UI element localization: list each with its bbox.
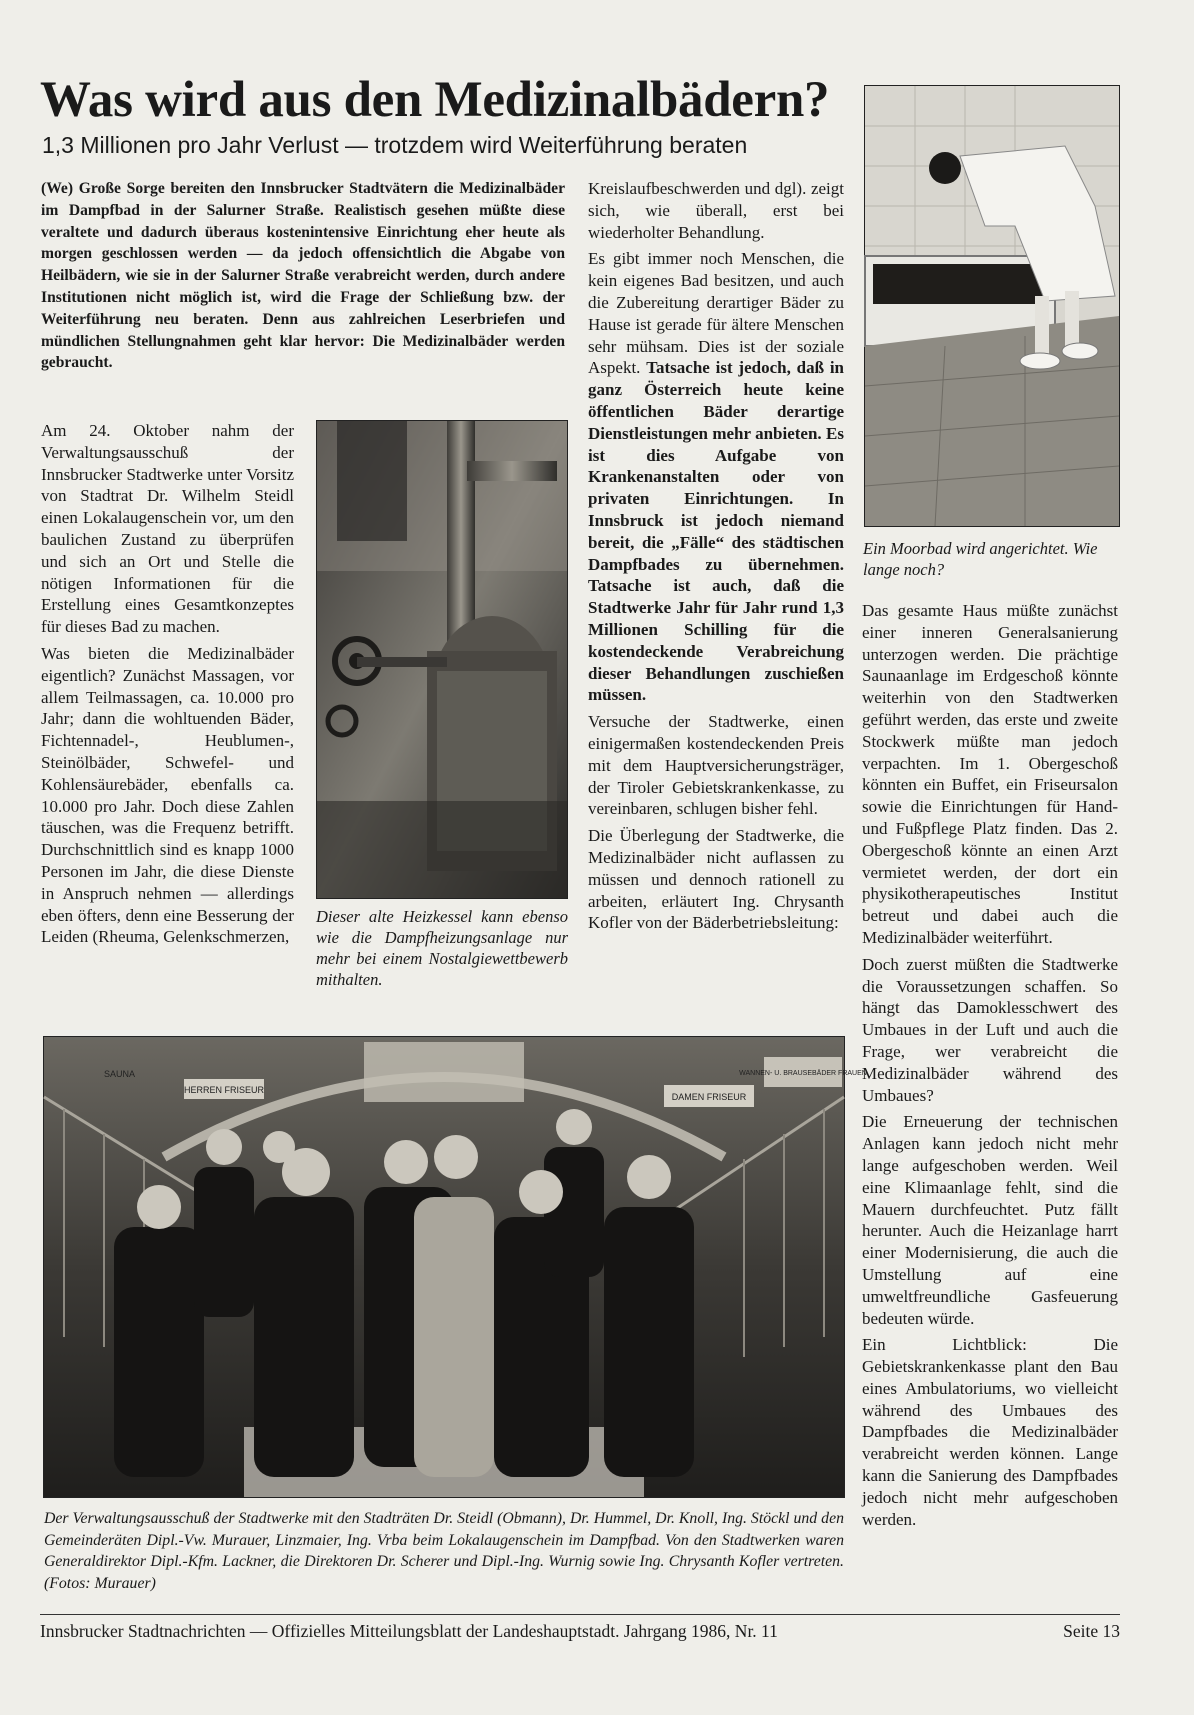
sauna-sign-text: SAUNA [104,1069,136,1079]
footer-divider [40,1614,1120,1615]
paragraph: Was bieten die Medizinalbäder eigentlich? Zunächst Massagen, vor allem Teilmassagen, ca. 10.000 pro Jahr; dann die wohltuenden Bäder, Fichtennadel-, Heublumen-, Steinölbäder, Schwefel- und Kohlensäurebäder, ebenfalls ca. 10.000 pro Jahr. Doch diese Zahlen täuschen, was die Frequenz betrifft. Durchschnittlich sind es knapp 1000 Personen im Jahr, die diese Dienste in Anspruch nehmen — allerdings eben öfters, denn eine Besserung der Leiden (Rheuma, Gelenkschmerzen, [41,643,294,947]
paragraph: Doch zuerst müßten die Stadtwerke die Voraussetzungen schaffen. So hängt das Damoklesschwert des Umbaues in der Luft und auch die Frage, wer verabreicht die Medizinalbäder während des Umbaues? [862,954,1118,1105]
article-subheadline: 1,3 Millionen pro Jahr Verlust — trotzdem wird Weiterführung beraten [42,132,748,158]
paragraph: Die Erneuerung der technischen Anlagen kann jedoch nicht mehr lange aufgeschoben werden. Weil eine Klimaanlage fehlt, sind die Mauern durchfeuchtet. Putz fällt herunter. Auch die Heizanlage harrt einer Modernisierung, die auch die Umstellung auf eine umweltfreundliche Gasfeuerung bedeuten würde. [862,1112,1118,1328]
paragraph [588,248,844,706]
paragraph: Ein Lichtblick: Die Gebietskrankenkasse plant den Bau eines Ambulatoriums, wo vielleicht während des Umbaues des Dampfbades die Medizinalbäder verabreicht werden können. Lange kann die Sanierung des Dampfbades jedoch nicht mehr aufgeschoben werden. [862,1335,1118,1529]
article-lead: (We) Große Sorge bereiten den Innsbrucker Stadtvätern die Medizinalbäder im Dampfbad in der Salurner Straße. Realistisch gesehen müßte diese veraltete und dadurch überaus kostenintensive Einrichtung eher heute als morgen geschlossen werden — da jedoch offensichtlich die Abgabe von Heilbädern, wie sie in der Salurner Straße verabreicht werden, durch andere Institutionen nicht möglich ist, wird die Frage der Schließung bzw. der Weiterführung neu beraten. Denn aus zahlreichen Leserbriefen und mündlichen Stellungnahmen geht klar hervor: Die Medizinalbäder werden gebraucht. [41,180,565,372]
article-column-left [41,420,294,953]
committee-group-photo [43,1036,867,1498]
paragraph: Am 24. Oktober nahm der Verwaltungsausschuß der Innsbrucker Stadtwerke unter Vorsitz von Stadtrat Dr. Wilhelm Steidl einen Lokalaugenschein vor, um den baulichen Zustand zu überprüfen und sich an Ort und Stelle die nötigen Informationen für die Erstellung eines Gesamtkonzeptes für dieses Bad zu machen. [41,421,294,637]
paragraph: Die Überlegung der Stadtwerke, die Medizinalbäder nicht auflassen zu müssen und dennoch rationell zu arbeiten, erläutert Ing. Chrysanth Kofler von der Bäderbetriebsleitung: [588,826,844,933]
page-number: Seite 13 [1063,1621,1120,1641]
paragraph: Das gesamte Haus müßte zunächst einer inneren Generalsanierung unterzogen werden. Die prächtige Saunaanlage im Erdgeschoß könnte weiterhin von den Stadtwerken geführt werden, das erste und zweite Stockwerk müßte man jedoch verpachten. Im 1. Obergeschoß könnten ein Buffet, ein Friseursalon sowie die Einrichtungen für Hand- und Fußpflege Platz finden. Das 2. Obergeschoß könnte an einen Arzt vermietet werden, der dort ein physikotherapeutisches Institut betreut und dabei auch die Medizinalbäder weiterführt. [862,601,1118,947]
wannen-sign-text: WANNEN- U. BRAUSEBÄDER FRAUEN [739,1070,867,1077]
moor-bath-photo [864,85,1120,527]
article-column-center [588,178,844,939]
footer-publication: Innsbrucker Stadtnachrichten — Offizielles Mitteilungsblatt der Landeshauptstadt. Jahrgang 1986, Nr. 11 [40,1621,778,1641]
damen-friseur-sign-text: DAMEN FRISEUR [671,1092,747,1102]
boiler-photo [316,420,568,899]
article-headline: Was wird aus den Medizinalbädern? [40,72,830,128]
herren-friseur-sign-text: HERREN FRISEUR [183,1085,265,1095]
paragraph-text: Es gibt immer noch Menschen, die kein eigenes Bad besitzen, und auch die Zubereitung derartiger Bäder zu Hause ist gerade für ältere Menschen sehr mühsam. Dies ist der soziale Aspekt. [588,249,844,378]
article-column-right [862,600,1118,1535]
moor-bath-photo-caption: Ein Moorbad wird angerichtet. Wie lange noch? [863,539,1098,579]
paragraph-emphasis: Tatsache ist jedoch, daß in ganz Österreich heute keine öffentlichen Bäder derartige Dienstleistungen mehr anbieten. Es ist dies Aufgabe von Krankenanstalten oder von privaten Einrichtungen. In Innsbruck ist jedoch niemand bereit, die „Fälle“ des städtischen Dampfbades zu übernehmen. Tatsache ist auch, daß die Stadtwerke Jahr für Jahr rund 1,3 Millionen Schilling für die kostendeckende Verabreichung dieser Behandlungen zuschießen müssen. [588,358,844,705]
paragraph: Versuche der Stadtwerke, einen einigermaßen kostendeckenden Preis mit dem Hauptversicherungsträger, der Tiroler Gebietskrankenkasse, zu vereinbaren, schlugen bisher fehl. [588,712,844,819]
boiler-photo-caption: Dieser alte Heizkessel kann ebenso wie die Dampfheizungsanlage nur mehr bei einem Nostalgiewettbewerb mithalten. [316,907,568,989]
group-photo-caption: Der Verwaltungsausschuß der Stadtwerke mit den Stadträten Dr. Steidl (Obmann), Dr. Hummel, Dr. Knoll, Ing. Stöckl und den Gemeinderäten Dipl.-Vw. Murauer, Linzmaier, Ing. Vrba beim Lokalaugenschein im Dampfbad. Von den Stadtwerken waren Generaldirektor Dipl.-Kfm. Lackner, die Direktoren Dr. Scherer und Dipl.-Ing. Wurnig sowie Ing. Chrysanth Kofler vertreten. (Fotos: Murauer) [44,1510,844,1592]
paragraph: Kreislaufbeschwerden und dgl). zeigt sich, wie überall, erst bei wiederholter Behandlung. [588,179,844,242]
